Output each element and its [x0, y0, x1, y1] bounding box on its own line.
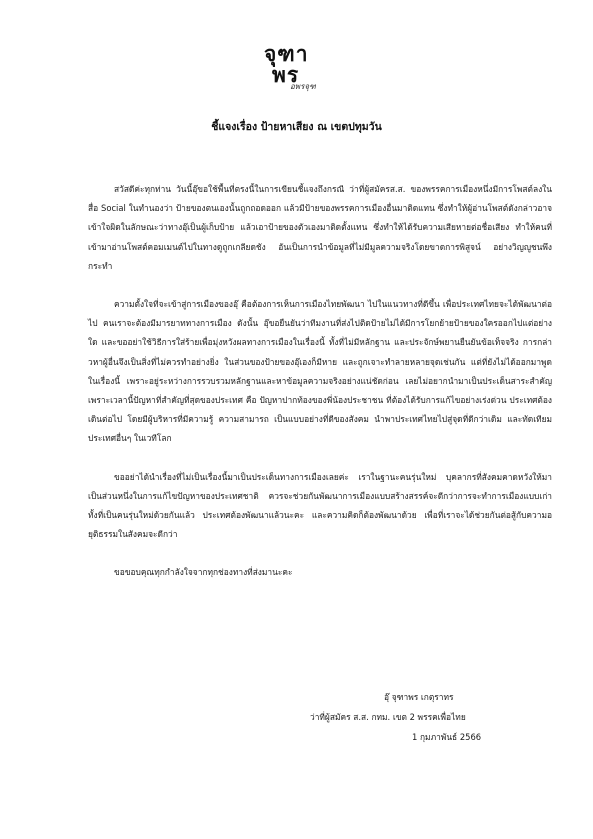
paragraph-1: สวัสดีค่ะทุกท่าน วันนี้อุ๊ขอใช้พื้นที่ตรงนี้ในการเขียนชี้แจงถึงกรณี ว่าที่ผู้สมัครส.ส. ของพรรคการเมืองหนึ่งมีการโพสต์ลงในสื่อ Social ในทำนองว่า ป้ายของตนเองนั้นถูกถอดออก แล้วมีป้ายของพรรคการเมืองอื่นมาติดแทน ซึ่งทำให้ผู้อ่านโพสต์ดังกล่าวอาจเข้าใจผิดในลักษณะว่าทางอุ๊เป็นผู้เก็บป้าย แล้วเอาป้ายของตัวเองมาติดตั้งแทน ซึ่งทำให้ได้รับความเสียหายต่อชื่อเสียง ทำให้คนที่เข้ามาอ่านโพสต์คอมเมนต์ไปในทางดูถูกเกลียดชัง อันเป็นการนำข้อมูลที่ไม่มีมูลความจริงโดยขาดการพิสูจน์ อย่างวิญญูชนพึงกระทำ: [88, 184, 552, 271]
signature-logo: [258, 40, 338, 96]
signatory-name: อุ๊ จุฑาพร เกตุราทร: [384, 692, 454, 702]
signature-block: [290, 687, 552, 747]
signatory-position: ว่าที่ผู้สมัคร ส.ส. กทม. เขต 2 พรรคเพื่อไทย: [310, 712, 466, 722]
document-title: ชี้แจงเรื่อง ป้ายหาเสียง ณ เขตปทุมวัน: [211, 121, 382, 133]
document-body: [88, 180, 552, 583]
paragraph-4: ขอขอบคุณทุกกำลังใจจากทุกช่องทางที่ส่งมานะคะ: [114, 567, 293, 578]
document-date: 1 กุมภาพันธ์ 2566: [412, 732, 482, 742]
logo-line-2: พร: [272, 62, 300, 87]
logo-line-1: จุฑา: [264, 41, 309, 66]
paragraph-3: ขออย่าได้นำเรื่องที่ไม่เป็นเรื่องนี้มาเป็นประเด็นทางการเมืองเลยค่ะ เราในฐานะคนรุ่นใหม่ บุคลากรที่สังคมคาดหวังให้มาเป็นส่วนหนึ่งในการแก้ไขปัญหาของประเทศชาติ ควรจะช่วยกันพัฒนาการเมืองแบบสร้างสรรค์จะดีกว่าการจะทำการเมืองแบบเก่า ทั้งที่เป็นคนรุ่นใหม่ด้วยกันแล้ว ประเทศต้องพัฒนาแล้วนะคะ และความคิดก็ต้องพัฒนาด้วย เพื่อที่เราจะได้ช่วยกันต่อสู้กับความอยุติธรรมในสังคมจะดีกว่า: [88, 471, 552, 540]
logo-handwritten-sign: อพรจุฑ: [290, 82, 316, 91]
paragraph-2: ความตั้งใจที่จะเข้าสู่การเมืองของอุ๊ คือต้องการเห็นการเมืองไทยพัฒนา ไปในแนวทางที่ดีขึ้น เพื่อประเทศไทยจะได้พัฒนาต่อไป คนเราจะต้องมีมารยาททางการเมือง ดังนั้น อุ๊ขอยืนยันว่าทีมงานที่ส่งไปติดป้ายไม่ได้มีการโยกย้ายป้ายของใครออกไปแต่อย่างใด และขออย่าใช้วิธีการใส่ร้ายเพื่อมุ่งหวังผลทางการเมืองในเรื่องนี้ ทั้งที่ไม่มีหลักฐาน และประจักษ์พยานยืนยันข้อเท็จจริง การกล่าวหาผู้อื่นจึงเป็นสิ่งที่ไม่ควรทำอย่างยิ่ง ในส่วนของป้ายของอุ๊เองก็มีหาย และถูกเจาะทำลายหลายจุดเช่นกัน แต่ที่ยังไม่ได้ออกมาพูดในเรื่องนี้ เพราะอยู่ระหว่างการรวบรวมหลักฐานและหาข้อมูลความจริงอย่างแน่ชัดก่อน เลยไม่อยากนำมาเป็นประเด็นสาระสำคัญ เพราะเวลานี้ปัญหาที่สำคัญที่สุดของประเทศ คือ ปัญหาปากท้องของพี่น้องประชาชน ที่ต้องได้รับการแก้ไขอย่างเร่งด่วน ประเทศต้องเดินต่อไป โดยมีผู้บริหารที่มีความรู้ ความสามารถ เป็นแบบอย่างที่ดีของสังคม นำพาประเทศไทยไปสู่จุดที่ดีกว่าเดิม และทัดเทียมประเทศอื่นๆ ในเวทีโลก: [88, 299, 552, 444]
